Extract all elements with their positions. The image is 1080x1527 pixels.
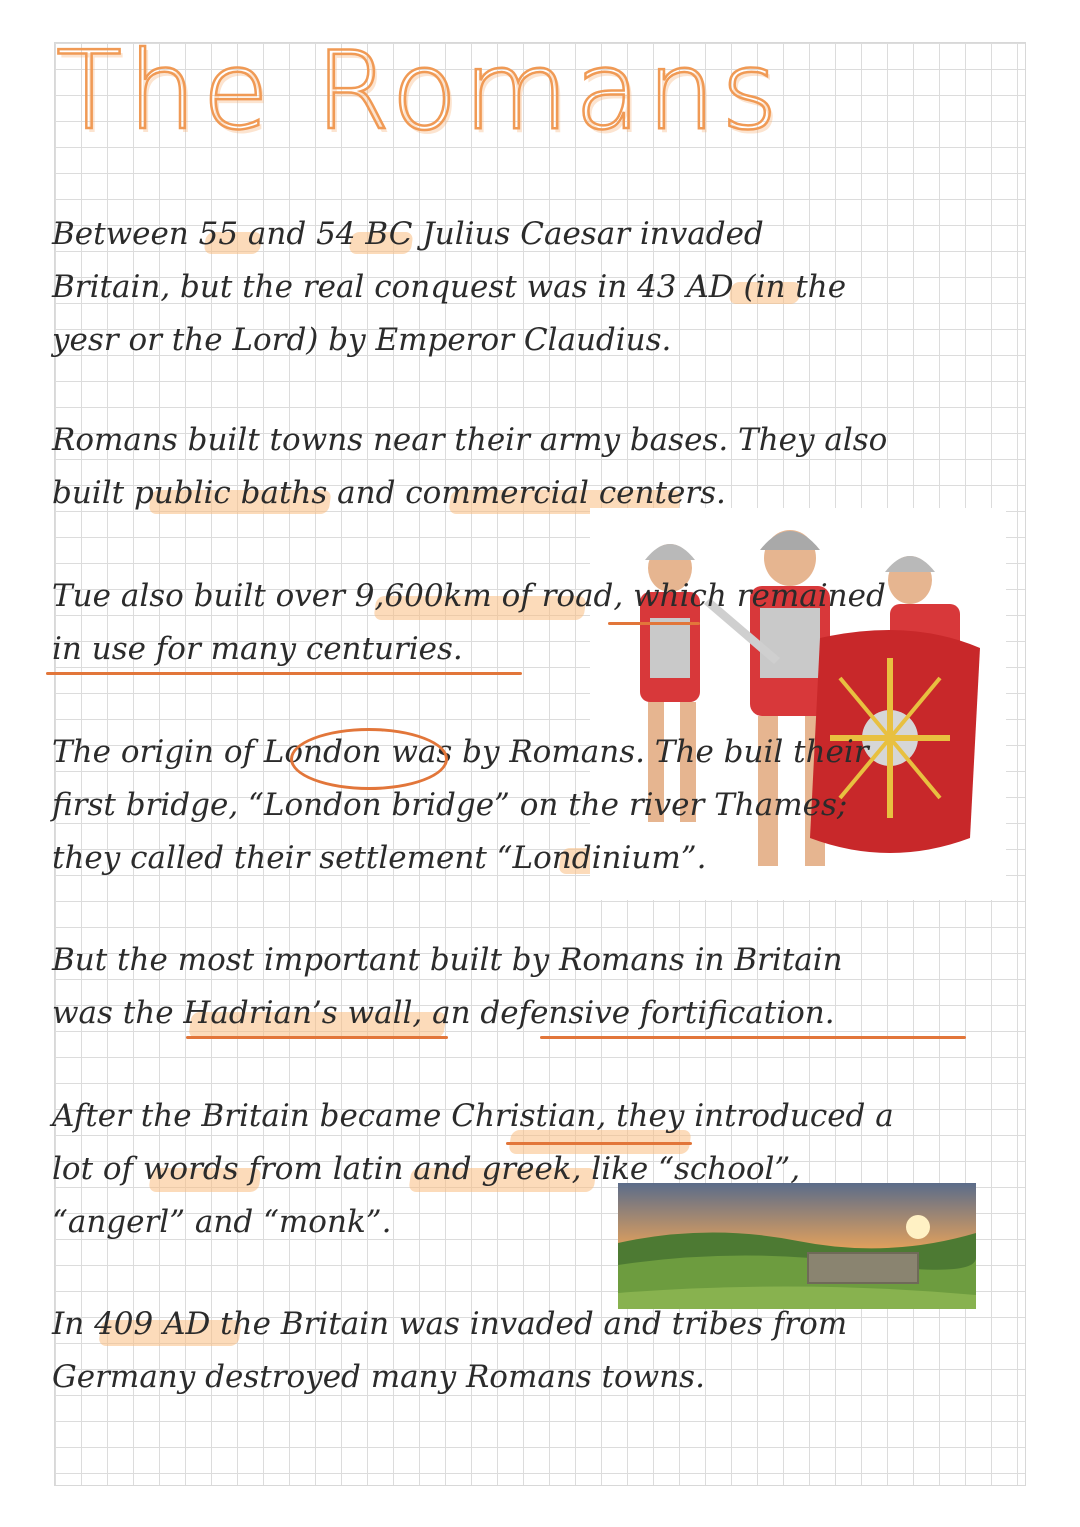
paragraph-hadrians-wall: But the most important built by Romans in Britain was the Hadrian’s wall, an defensive fortification. xyxy=(52,942,843,1031)
page-title: The Romans xyxy=(56,29,784,154)
paragraph-roads: Tue also built over 9,600km of road, which remained in use for many centuries. xyxy=(52,578,886,667)
paragraph-christianity: After the Britain became Christian, they introduced a lot of words from latin and greek, like “school”, “angerl” and “monk”. xyxy=(52,1098,894,1240)
paragraph-london-origin: The origin of London was by Romans. The buil their first bridge, “London bridge” on the river Thames; they called their settlement “Londinium”. xyxy=(52,734,869,876)
paragraph-towns: Romans built towns near their army bases. They also built public baths and commercial centers. xyxy=(52,422,888,511)
paragraph-caesar-invasion: Between 55 and 54 BC Julius Caesar invaded Britain, but the real conquest was in 43 AD (in the yesr or the Lord) by Emperor Claudius. xyxy=(52,216,847,358)
paragraph-invasion: In 409 AD the Britain was invaded and tribes from Germany destroyed many Romans towns. xyxy=(52,1306,848,1395)
